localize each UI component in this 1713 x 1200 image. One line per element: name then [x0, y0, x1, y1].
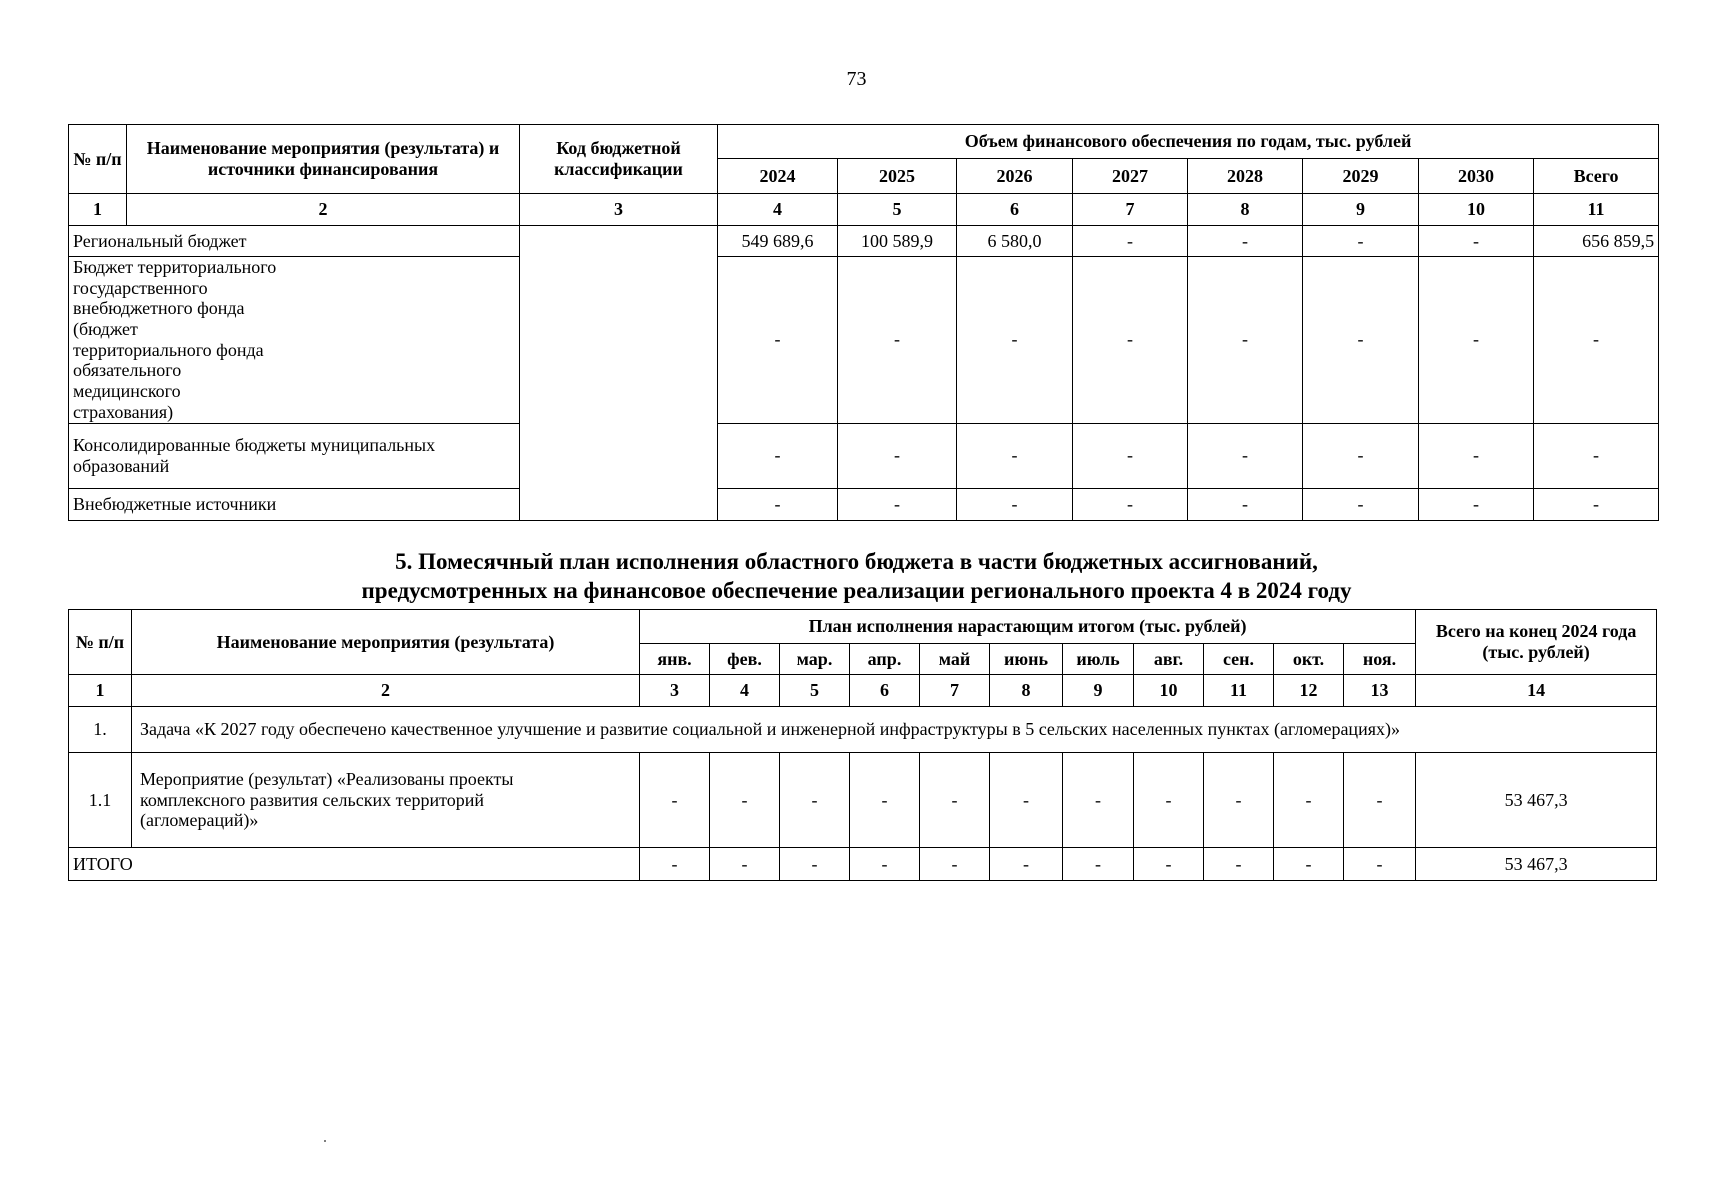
value-cell: - — [1274, 753, 1344, 848]
value-cell: - — [1534, 257, 1659, 424]
header-month: окт. — [1274, 644, 1344, 675]
header-name: Наименование мероприятия (результата) и источники финансирования — [127, 125, 520, 194]
value-cell: - — [1073, 423, 1188, 488]
header-name: Наименование мероприятия (результата) — [132, 610, 640, 675]
value-cell: - — [838, 423, 957, 488]
header-year: 2029 — [1303, 159, 1419, 194]
col-number: 2 — [127, 194, 520, 226]
header-year: 2024 — [718, 159, 838, 194]
value-cell: - — [1344, 753, 1416, 848]
value-cell: - — [780, 753, 850, 848]
col-number: 3 — [640, 675, 710, 707]
header-year: 2027 — [1073, 159, 1188, 194]
col-number: 13 — [1344, 675, 1416, 707]
scan-speck — [324, 1140, 326, 1142]
value-cell: 6 580,0 — [957, 226, 1073, 257]
value-cell: - — [1204, 753, 1274, 848]
value-cell: 100 589,9 — [838, 226, 957, 257]
col-number: 1 — [69, 675, 132, 707]
header-month: сен. — [1204, 644, 1274, 675]
header-total: Всего на конец 2024 года (тыс. рублей) — [1416, 610, 1657, 675]
header-num: № п/п — [69, 610, 132, 675]
value-cell: - — [850, 848, 920, 881]
col-number: 4 — [718, 194, 838, 226]
task-num: 1. — [69, 707, 132, 753]
total-label: ИТОГО — [69, 848, 640, 881]
task-text: Задача «К 2027 году обеспечено качественное улучшение и развитие социальной и инженерной инфраструктуры в 5 сельских населенных пунктах (агломерациях)» — [132, 707, 1657, 753]
value-cell: - — [710, 848, 780, 881]
value-cell: - — [1303, 488, 1419, 520]
header-month: май — [920, 644, 990, 675]
col-number: 7 — [920, 675, 990, 707]
header-month: ноя. — [1344, 644, 1416, 675]
table-row — [69, 423, 1659, 488]
value-cell: - — [990, 753, 1063, 848]
section-title-line2: предусмотренных на финансовое обеспечение реализации регионального проекта 4 в 2024 году — [361, 578, 1352, 603]
value-cell: - — [718, 488, 838, 520]
col-number: 8 — [990, 675, 1063, 707]
col-number: 6 — [957, 194, 1073, 226]
value-cell: - — [850, 753, 920, 848]
monthly-plan-table — [68, 609, 1657, 881]
table-row — [69, 226, 1659, 257]
col-number: 10 — [1134, 675, 1204, 707]
col-number: 11 — [1534, 194, 1659, 226]
value-cell: - — [920, 753, 990, 848]
value-cell: - — [1419, 488, 1534, 520]
budget-code-cell — [520, 226, 718, 521]
section-title-line1: 5. Помесячный план исполнения областного бюджета в части бюджетных ассигнований, — [395, 549, 1318, 574]
value-cell: - — [838, 488, 957, 520]
header-year: 2030 — [1419, 159, 1534, 194]
value-cell: 656 859,5 — [1534, 226, 1659, 257]
value-cell: - — [1303, 423, 1419, 488]
header-month: авг. — [1134, 644, 1204, 675]
col-number: 5 — [838, 194, 957, 226]
total-row — [69, 848, 1657, 881]
col-number: 12 — [1274, 675, 1344, 707]
value-cell: - — [1534, 423, 1659, 488]
value-cell: - — [1134, 753, 1204, 848]
value-cell: - — [710, 753, 780, 848]
value-cell: - — [1073, 488, 1188, 520]
row-name: Региональный бюджет — [69, 226, 520, 257]
header-total: Всего — [1534, 159, 1659, 194]
financing-table — [68, 124, 1659, 521]
value-cell: - — [1534, 488, 1659, 520]
header-month: июль — [1063, 644, 1134, 675]
value-cell: - — [957, 423, 1073, 488]
value-cell: - — [640, 753, 710, 848]
value-cell: - — [780, 848, 850, 881]
value-cell: - — [1204, 848, 1274, 881]
value-cell: - — [1274, 848, 1344, 881]
header-month: мар. — [780, 644, 850, 675]
col-number: 5 — [780, 675, 850, 707]
item-total: 53 467,3 — [1416, 753, 1657, 848]
header-month: фев. — [710, 644, 780, 675]
table-row — [69, 257, 1659, 424]
value-cell: - — [1188, 488, 1303, 520]
header-month: апр. — [850, 644, 920, 675]
row-name: Консолидированные бюджеты муниципальных образований — [69, 423, 520, 488]
col-number: 8 — [1188, 194, 1303, 226]
value-cell: - — [1134, 848, 1204, 881]
item-name: Мероприятие (результат) «Реализованы проекты комплексного развития сельских территорий (агломераций)» — [132, 753, 640, 848]
header-code: Код бюджетной классификации — [520, 125, 718, 194]
value-cell: - — [1188, 423, 1303, 488]
value-cell: - — [838, 257, 957, 424]
value-cell: - — [1063, 753, 1134, 848]
col-number: 14 — [1416, 675, 1657, 707]
value-cell: - — [957, 488, 1073, 520]
value-cell: - — [957, 257, 1073, 424]
table-row — [69, 488, 1659, 520]
col-number: 9 — [1063, 675, 1134, 707]
page-number: 73 — [846, 68, 867, 90]
header-year: 2028 — [1188, 159, 1303, 194]
col-number: 7 — [1073, 194, 1188, 226]
row-name: Внебюджетные источники — [69, 488, 520, 520]
table-row — [69, 753, 1657, 848]
header-num: № п/п — [69, 125, 127, 194]
value-cell: 549 689,6 — [718, 226, 838, 257]
value-cell: - — [1188, 226, 1303, 257]
row-name: Бюджет территориального государственного внебюджетного фонда (бюджет территориального фонда обязательного медицинского страхования) — [69, 257, 520, 424]
col-number: 1 — [69, 194, 127, 226]
value-cell: - — [1419, 257, 1534, 424]
header-year: 2025 — [838, 159, 957, 194]
value-cell: - — [1073, 257, 1188, 424]
col-number: 6 — [850, 675, 920, 707]
col-number: 9 — [1303, 194, 1419, 226]
col-number: 4 — [710, 675, 780, 707]
header-month: янв. — [640, 644, 710, 675]
value-cell: - — [1303, 226, 1419, 257]
item-num: 1.1 — [69, 753, 132, 848]
header-year: 2026 — [957, 159, 1073, 194]
value-cell: - — [920, 848, 990, 881]
value-cell: - — [1419, 226, 1534, 257]
header-plan: План исполнения нарастающим итогом (тыс. рублей) — [640, 610, 1416, 644]
grand-total: 53 467,3 — [1416, 848, 1657, 881]
value-cell: - — [718, 423, 838, 488]
value-cell: - — [1073, 226, 1188, 257]
col-number: 2 — [132, 675, 640, 707]
value-cell: - — [1419, 423, 1534, 488]
value-cell: - — [1063, 848, 1134, 881]
header-volume: Объем финансового обеспечения по годам, тыс. рублей — [718, 125, 1659, 159]
value-cell: - — [718, 257, 838, 424]
col-number: 3 — [520, 194, 718, 226]
value-cell: - — [1344, 848, 1416, 881]
value-cell: - — [1188, 257, 1303, 424]
value-cell: - — [1303, 257, 1419, 424]
value-cell: - — [640, 848, 710, 881]
task-row — [69, 707, 1657, 753]
header-month: июнь — [990, 644, 1063, 675]
value-cell: - — [990, 848, 1063, 881]
col-number: 11 — [1204, 675, 1274, 707]
col-number: 10 — [1419, 194, 1534, 226]
